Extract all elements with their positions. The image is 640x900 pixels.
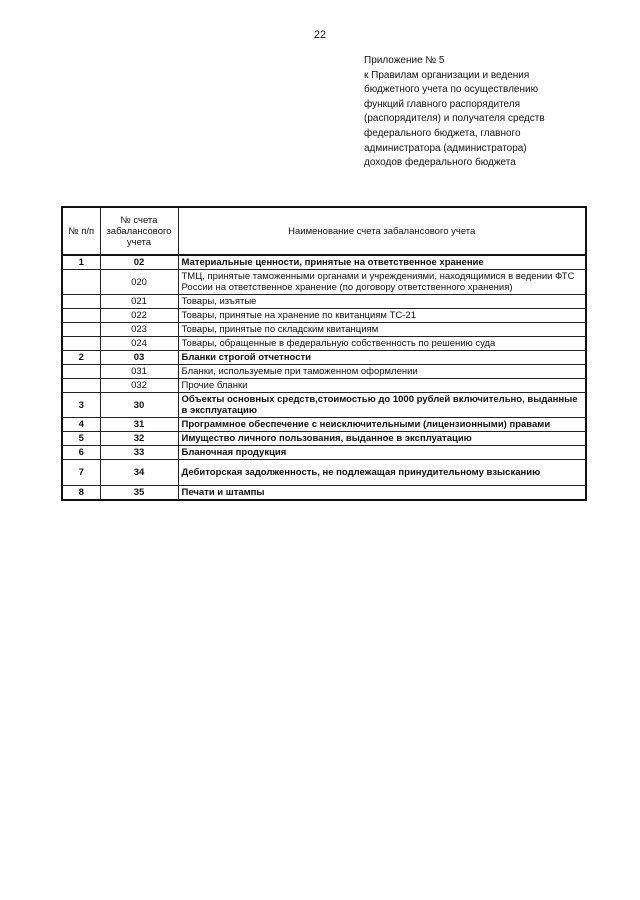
page-number: 22 bbox=[313, 29, 327, 41]
appendix-note bbox=[364, 54, 614, 171]
row-code: 35 bbox=[100, 486, 178, 501]
header-name: Наименование счета забалансового учета bbox=[178, 207, 586, 255]
row-code: 34 bbox=[100, 460, 178, 486]
table-row bbox=[62, 309, 586, 323]
row-num: 1 bbox=[62, 255, 100, 270]
row-num bbox=[62, 365, 100, 379]
row-name: Товары, обращенные в федеральную собственность по решению суда bbox=[178, 337, 586, 351]
header-code: № счета забалансового учета bbox=[100, 207, 178, 255]
row-code: 024 bbox=[100, 337, 178, 351]
appendix-line: (распорядителя) и получателя средств bbox=[364, 113, 545, 125]
header-num: № п/п bbox=[62, 207, 100, 255]
row-code: 031 bbox=[100, 365, 178, 379]
table-row bbox=[62, 432, 586, 446]
row-name: Материальные ценности, принятые на ответственное хранение bbox=[178, 255, 586, 270]
row-name: Товары, изъятые bbox=[178, 295, 586, 309]
row-name: Печати и штампы bbox=[178, 486, 586, 501]
table-row bbox=[62, 323, 586, 337]
row-num bbox=[62, 379, 100, 393]
row-name: Объекты основных средств,стоимостью до 1000 рублей включительно, выданные в эксплуатацию bbox=[178, 393, 586, 418]
row-name: Бланочная продукция bbox=[178, 446, 586, 460]
row-code: 022 bbox=[100, 309, 178, 323]
row-name: Программное обеспечение с неисключительными (лицензионными) правами bbox=[178, 418, 586, 432]
table-row bbox=[62, 295, 586, 309]
row-name: Бланки, используемые при таможенном оформлении bbox=[178, 365, 586, 379]
table-header-row bbox=[62, 207, 586, 255]
row-num bbox=[62, 309, 100, 323]
off-balance-accounts-table bbox=[61, 206, 587, 501]
row-code: 02 bbox=[100, 255, 178, 270]
appendix-line: Приложение № 5 bbox=[364, 55, 445, 66]
row-num bbox=[62, 337, 100, 351]
row-name: Товары, принятые по складским квитанциям bbox=[178, 323, 586, 337]
row-code: 31 bbox=[100, 418, 178, 432]
appendix-line: к Правилам организации и ведения bbox=[364, 69, 530, 81]
row-num bbox=[62, 295, 100, 309]
appendix-line: доходов федерального бюджета bbox=[364, 157, 516, 169]
appendix-line: функций главного распорядителя bbox=[364, 98, 521, 110]
table-row bbox=[62, 337, 586, 351]
row-num: 8 bbox=[62, 486, 100, 501]
row-code: 032 bbox=[100, 379, 178, 393]
row-num: 5 bbox=[62, 432, 100, 446]
row-name: Дебиторская задолженность, не подлежащая принудительному взысканию bbox=[178, 460, 586, 486]
row-name: Товары, принятые на хранение по квитанциям ТС-21 bbox=[178, 309, 586, 323]
row-name: Бланки строгой отчетности bbox=[178, 351, 586, 365]
row-code: 30 bbox=[100, 393, 178, 418]
appendix-line: федерального бюджета, главного bbox=[364, 127, 521, 139]
row-code: 32 bbox=[100, 432, 178, 446]
row-code: 021 bbox=[100, 295, 178, 309]
table-row bbox=[62, 379, 586, 393]
table-row bbox=[62, 351, 586, 365]
table-row bbox=[62, 255, 586, 270]
row-code: 33 bbox=[100, 446, 178, 460]
row-num: 7 bbox=[62, 460, 100, 486]
table-row bbox=[62, 486, 586, 501]
table-row bbox=[62, 365, 586, 379]
row-name: Прочие бланки bbox=[178, 379, 586, 393]
table-row bbox=[62, 446, 586, 460]
row-num bbox=[62, 270, 100, 295]
row-num: 4 bbox=[62, 418, 100, 432]
row-num bbox=[62, 323, 100, 337]
row-code: 03 bbox=[100, 351, 178, 365]
row-code: 020 bbox=[100, 270, 178, 295]
row-code: 023 bbox=[100, 323, 178, 337]
table-row bbox=[62, 460, 586, 486]
row-num: 2 bbox=[62, 351, 100, 365]
table-row bbox=[62, 393, 586, 418]
appendix-line: бюджетного учета по осуществлению bbox=[364, 84, 539, 96]
table-row bbox=[62, 270, 586, 295]
row-num: 3 bbox=[62, 393, 100, 418]
appendix-line: администратора (администратора) bbox=[364, 142, 527, 154]
row-num: 6 bbox=[62, 446, 100, 460]
table-row bbox=[62, 418, 586, 432]
row-name: ТМЦ, принятые таможенными органами и учреждениями, находящимися в ведении ФТС России на ответственное хранение (по договору ответственного хранения) bbox=[178, 270, 586, 295]
row-name: Имущество личного пользования, выданное в эксплуатацию bbox=[178, 432, 586, 446]
